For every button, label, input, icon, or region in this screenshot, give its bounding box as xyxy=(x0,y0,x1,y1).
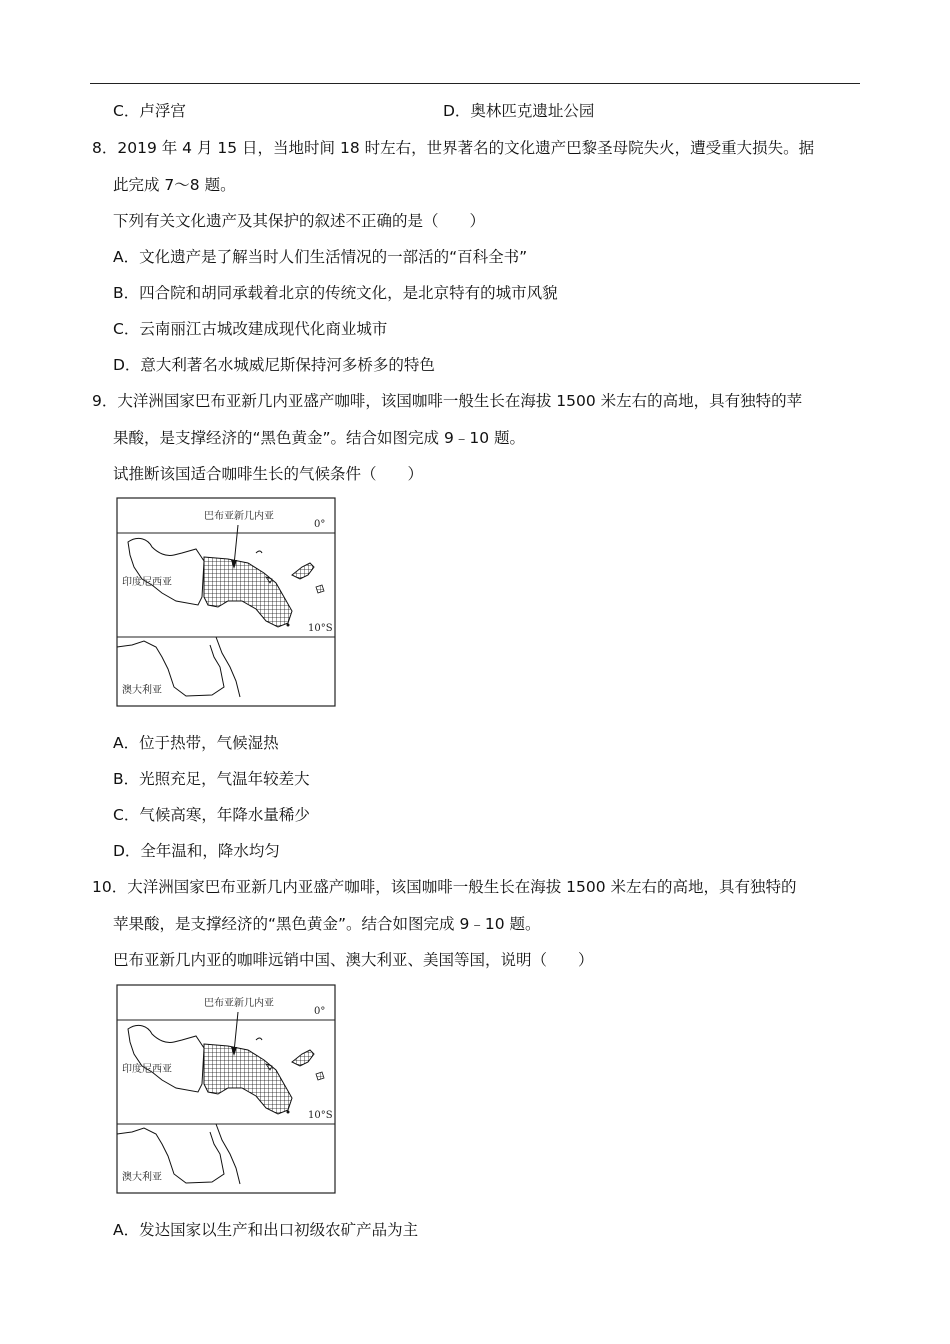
q8-option-a: A．文化遗产是了解当时人们生活情况的一部活的“百科全书” xyxy=(113,248,528,266)
header-rule xyxy=(90,83,860,84)
q8-question: 下列有关文化遗产及其保护的叙述不正确的是（ ） xyxy=(113,212,486,230)
q10-question: 巴布亚新几内亚的咖啡远销中国、澳大利亚、美国等国，说明（ ） xyxy=(113,951,594,969)
q8-stem-line2: 此完成 7～8 题。 xyxy=(113,176,236,194)
q9-stem-line2: 果酸，是支撑经济的“黑色黄金”。结合如图完成 9﹣10 题。 xyxy=(113,429,526,447)
q9-option-d: D．全年温和，降水均匀 xyxy=(113,842,280,860)
q10-stem-line2: 苹果酸，是支撑经济的“黑色黄金”。结合如图完成 9﹣10 题。 xyxy=(113,915,541,933)
map-label-indonesia: 印度尼西亚 xyxy=(122,1064,172,1075)
map-label-indonesia: 印度尼西亚 xyxy=(122,577,172,588)
map-label-lat0: 0° xyxy=(314,1006,326,1017)
q10-option-a: A．发达国家以生产和出口初级农矿产品为主 xyxy=(113,1221,419,1239)
map-figure-q10 xyxy=(116,984,336,1194)
q8-stem-line1: 8．2019 年 4 月 15 日，当地时间 18 时左右，世界著名的文化遗产巴黎圣母院失火，遭受重大损失。据 xyxy=(92,139,815,157)
map-label-australia: 澳大利亚 xyxy=(122,685,162,696)
q9-option-c: C．气候高寒，年降水量稀少 xyxy=(113,806,310,824)
map-label-australia: 澳大利亚 xyxy=(122,1172,162,1183)
q8-option-b: B．四合院和胡同承载着北京的传统文化，是北京特有的城市风貌 xyxy=(113,284,558,302)
q7-option-d: D．奥林匹克遗址公园 xyxy=(443,102,595,120)
map-figure-q9 xyxy=(116,497,336,707)
q8-option-d: D．意大利著名水城威尼斯保持河多桥多的特色 xyxy=(113,356,435,374)
map-label-lat10: 10°S xyxy=(308,1110,333,1121)
q9-stem-line1: 9．大洋洲国家巴布亚新几内亚盛产咖啡，该国咖啡一般生长在海拔 1500 米左右的高地，具有独特的苹 xyxy=(92,392,803,410)
q8-option-c: C．云南丽江古城改建成现代化商业城市 xyxy=(113,320,388,338)
q10-stem-line1: 10．大洋洲国家巴布亚新几内亚盛产咖啡，该国咖啡一般生长在海拔 1500 米左右的高地，具有独特的 xyxy=(92,878,797,896)
q7-option-c: C．卢浮宫 xyxy=(113,102,186,120)
q9-option-a: A．位于热带，气候湿热 xyxy=(113,734,279,752)
map-label-lat0: 0° xyxy=(314,519,326,530)
map-label-country: 巴布亚新几内亚 xyxy=(204,998,274,1009)
map-label-country: 巴布亚新几内亚 xyxy=(204,511,274,522)
q9-question: 试推断该国适合咖啡生长的气候条件（ ） xyxy=(113,465,424,483)
q9-option-b: B．光照充足，气温年较差大 xyxy=(113,770,310,788)
map-label-lat10: 10°S xyxy=(308,623,333,634)
